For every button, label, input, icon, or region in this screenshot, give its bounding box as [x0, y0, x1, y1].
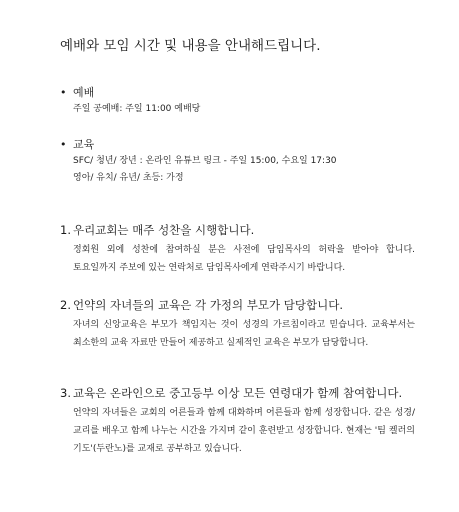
page-title: 예배와 모임 시간 및 내용을 안내해드립니다.: [60, 38, 321, 54]
section-number: 1.: [60, 223, 71, 237]
bullet-detail-line: 주일 공예배: 주일 11:00 예배당: [73, 104, 201, 114]
bullet-detail-line: SFC/ 청년/ 장년 : 온라인 유튜브 링크 - 주일 15:00, 수요일 17:30: [73, 156, 337, 166]
bullet-education: [60, 137, 337, 187]
section-body: 언약의 자녀들은 교회의 어른들과 함께 대화하며 어른들과 함께 성장합니다. 같은 성경/ 교리를 배우고 함께 나누는 시간을 가지며 같이 훈련받고 성장합니다. 현재는 '팀 켈러의 기도'(두란노)를 교재로 공부하고 있습니다.: [73, 408, 415, 454]
section-body: 자녀의 신앙교육은 부모가 책임지는 것이 성경의 가르침이라고 믿습니다. 교육부서는 최소한의 교육 자료만 만들어 제공하고 실제적인 교육은 부모가 담당합니다.: [73, 320, 415, 348]
section-children-education: [60, 297, 415, 352]
section-number: 2.: [60, 298, 71, 312]
section-heading-text: 언약의 자녀들의 교육은 각 가정의 부모가 담당합니다.: [73, 298, 343, 312]
bullet-dot: •: [60, 138, 67, 151]
bullet-worship: [60, 85, 200, 118]
section-heading: [60, 297, 415, 313]
section-online-education: [60, 385, 415, 458]
bullet-heading: [60, 85, 200, 101]
bullet-detail-line: 영아/ 유치/ 유년/ 초등: 가정: [73, 173, 184, 183]
bullet-dot: •: [60, 86, 67, 99]
section-heading: [60, 222, 415, 238]
section-body: 정회원 외에 성찬에 참여하실 분은 사전에 담임목사의 허락을 받아야 합니다. 토요일까지 주보에 있는 연락처로 담임목사에게 연락주시기 바랍니다.: [73, 245, 415, 273]
section-heading-text: 우리교회는 매주 성찬을 시행합니다.: [73, 223, 255, 237]
bullet-label: 교육: [73, 138, 95, 151]
section-heading-text: 교육은 온라인으로 중고등부 이상 모든 연령대가 함께 참여합니다.: [73, 386, 403, 400]
section-heading: [60, 385, 415, 401]
section-number: 3.: [60, 386, 71, 400]
section-communion: [60, 222, 415, 277]
bullet-heading: [60, 137, 337, 153]
bullet-label: 예배: [73, 86, 95, 99]
